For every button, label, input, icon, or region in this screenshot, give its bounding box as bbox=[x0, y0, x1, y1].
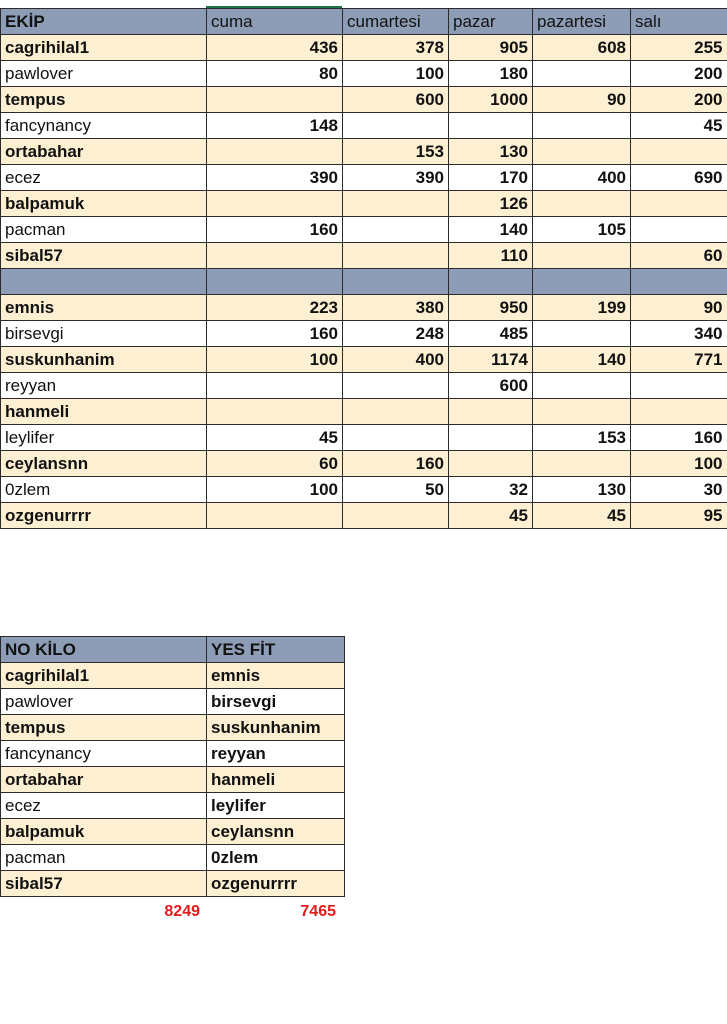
yes-fit-cell[interactable]: ozgenurrrr bbox=[207, 871, 345, 897]
value-cell[interactable]: 771 bbox=[631, 347, 727, 373]
value-cell[interactable]: 45 bbox=[207, 425, 343, 451]
value-cell[interactable] bbox=[343, 113, 449, 139]
header-cell-5[interactable]: salı bbox=[631, 9, 727, 35]
summary-row bbox=[1, 793, 345, 819]
value-cell[interactable]: 110 bbox=[449, 243, 533, 269]
no-kilo-cell[interactable]: tempus bbox=[1, 715, 207, 741]
value-cell[interactable]: 485 bbox=[449, 321, 533, 347]
header-row bbox=[1, 9, 727, 35]
yes-fit-cell[interactable]: leylifer bbox=[207, 793, 345, 819]
value-cell[interactable]: 126 bbox=[449, 191, 533, 217]
value-cell[interactable] bbox=[631, 191, 727, 217]
value-cell[interactable]: 160 bbox=[631, 425, 727, 451]
value-cell[interactable]: 130 bbox=[533, 477, 631, 503]
value-cell[interactable]: 255 bbox=[631, 35, 727, 61]
summary-row bbox=[1, 715, 345, 741]
value-cell[interactable] bbox=[449, 451, 533, 477]
yes-fit-cell[interactable]: reyyan bbox=[207, 741, 345, 767]
value-cell[interactable] bbox=[207, 399, 343, 425]
summary-row bbox=[1, 689, 345, 715]
table-row bbox=[1, 321, 727, 347]
value-cell[interactable]: 180 bbox=[449, 61, 533, 87]
name-cell[interactable]: fancynancy bbox=[1, 113, 207, 139]
table-row bbox=[1, 191, 727, 217]
name-cell[interactable]: suskunhanim bbox=[1, 347, 207, 373]
value-cell[interactable]: 60 bbox=[207, 451, 343, 477]
value-cell[interactable]: 50 bbox=[343, 477, 449, 503]
value-cell[interactable] bbox=[533, 191, 631, 217]
no-kilo-cell[interactable]: pacman bbox=[1, 845, 207, 871]
value-cell[interactable]: 95 bbox=[631, 503, 727, 529]
yes-fit-cell[interactable]: suskunhanim bbox=[207, 715, 345, 741]
yes-fit-cell[interactable]: ceylansnn bbox=[207, 819, 345, 845]
summary-header-row bbox=[1, 637, 345, 663]
yes-fit-cell[interactable]: hanmeli bbox=[207, 767, 345, 793]
name-cell[interactable]: pawlover bbox=[1, 61, 207, 87]
value-cell[interactable]: 160 bbox=[207, 217, 343, 243]
value-cell[interactable] bbox=[343, 503, 449, 529]
header-cell-4[interactable]: pazartesi bbox=[533, 9, 631, 35]
table-row bbox=[1, 113, 727, 139]
value-cell[interactable]: 223 bbox=[207, 295, 343, 321]
value-cell[interactable]: 690 bbox=[631, 165, 727, 191]
value-cell[interactable] bbox=[631, 373, 727, 399]
name-cell[interactable]: birsevgi bbox=[1, 321, 207, 347]
table-row bbox=[1, 477, 727, 503]
value-cell[interactable]: 100 bbox=[207, 347, 343, 373]
value-cell[interactable] bbox=[207, 503, 343, 529]
value-cell[interactable]: 380 bbox=[343, 295, 449, 321]
value-cell[interactable]: 905 bbox=[449, 35, 533, 61]
value-cell[interactable] bbox=[533, 243, 631, 269]
separator-cell[interactable] bbox=[631, 269, 727, 295]
value-cell[interactable] bbox=[207, 373, 343, 399]
name-cell[interactable]: ecez bbox=[1, 165, 207, 191]
value-cell[interactable] bbox=[343, 425, 449, 451]
name-cell[interactable]: reyyan bbox=[1, 373, 207, 399]
value-cell[interactable]: 32 bbox=[449, 477, 533, 503]
value-cell[interactable]: 140 bbox=[449, 217, 533, 243]
no-kilo-cell[interactable]: fancynancy bbox=[1, 741, 207, 767]
value-cell[interactable] bbox=[207, 139, 343, 165]
name-cell[interactable]: ortabahar bbox=[1, 139, 207, 165]
value-cell[interactable]: 45 bbox=[533, 503, 631, 529]
summary-row bbox=[1, 845, 345, 871]
no-kilo-cell[interactable]: balpamuk bbox=[1, 819, 207, 845]
separator-row bbox=[1, 269, 727, 295]
value-cell[interactable]: 600 bbox=[449, 373, 533, 399]
value-cell[interactable] bbox=[449, 113, 533, 139]
value-cell[interactable]: 248 bbox=[343, 321, 449, 347]
summary-row bbox=[1, 741, 345, 767]
value-cell[interactable]: 45 bbox=[631, 113, 727, 139]
spreadsheet-main-table bbox=[0, 8, 727, 529]
value-cell[interactable] bbox=[631, 217, 727, 243]
value-cell[interactable]: 170 bbox=[449, 165, 533, 191]
value-cell[interactable] bbox=[343, 399, 449, 425]
table-row bbox=[1, 425, 727, 451]
value-cell[interactable] bbox=[533, 139, 631, 165]
name-cell[interactable]: ozgenurrrr bbox=[1, 503, 207, 529]
table-row bbox=[1, 503, 727, 529]
value-cell[interactable] bbox=[449, 425, 533, 451]
value-cell[interactable]: 100 bbox=[207, 477, 343, 503]
value-cell[interactable] bbox=[533, 321, 631, 347]
value-cell[interactable]: 140 bbox=[533, 347, 631, 373]
value-cell[interactable]: 80 bbox=[207, 61, 343, 87]
table-row bbox=[1, 217, 727, 243]
name-cell[interactable]: 0zlem bbox=[1, 477, 207, 503]
table-row bbox=[1, 35, 727, 61]
no-kilo-cell[interactable]: pawlover bbox=[1, 689, 207, 715]
table-row bbox=[1, 139, 727, 165]
value-cell[interactable]: 1000 bbox=[449, 87, 533, 113]
value-cell[interactable] bbox=[207, 87, 343, 113]
value-cell[interactable]: 30 bbox=[631, 477, 727, 503]
value-cell[interactable]: 436 bbox=[207, 35, 343, 61]
separator-cell[interactable] bbox=[533, 269, 631, 295]
value-cell[interactable]: 100 bbox=[343, 61, 449, 87]
name-cell[interactable]: ceylansnn bbox=[1, 451, 207, 477]
name-cell[interactable]: sibal57 bbox=[1, 243, 207, 269]
value-cell[interactable]: 153 bbox=[533, 425, 631, 451]
value-cell[interactable]: 160 bbox=[207, 321, 343, 347]
name-cell[interactable]: tempus bbox=[1, 87, 207, 113]
value-cell[interactable]: 600 bbox=[343, 87, 449, 113]
table-row bbox=[1, 347, 727, 373]
summary-header-cell-1[interactable]: YES FİT bbox=[207, 637, 345, 663]
table-row bbox=[1, 373, 727, 399]
no-kilo-cell[interactable]: cagrihilal1 bbox=[1, 663, 207, 689]
value-cell[interactable]: 199 bbox=[533, 295, 631, 321]
value-cell[interactable]: 608 bbox=[533, 35, 631, 61]
summary-header-cell-0[interactable]: NO KİLO bbox=[1, 637, 207, 663]
value-cell[interactable] bbox=[631, 399, 727, 425]
value-cell[interactable]: 390 bbox=[207, 165, 343, 191]
header-cell-2[interactable]: cumartesi bbox=[343, 9, 449, 35]
no-kilo-cell[interactable]: ecez bbox=[1, 793, 207, 819]
name-cell[interactable]: hanmeli bbox=[1, 399, 207, 425]
summary-row bbox=[1, 663, 345, 689]
value-cell[interactable]: 378 bbox=[343, 35, 449, 61]
separator-cell[interactable] bbox=[207, 269, 343, 295]
value-cell[interactable] bbox=[207, 243, 343, 269]
yes-fit-cell[interactable]: 0zlem bbox=[207, 845, 345, 871]
value-cell[interactable] bbox=[533, 61, 631, 87]
summary-row bbox=[1, 871, 345, 897]
name-cell[interactable]: emnis bbox=[1, 295, 207, 321]
value-cell[interactable]: 153 bbox=[343, 139, 449, 165]
name-cell[interactable]: pacman bbox=[1, 217, 207, 243]
value-cell[interactable]: 130 bbox=[449, 139, 533, 165]
value-cell[interactable] bbox=[343, 243, 449, 269]
header-cell-3[interactable]: pazar bbox=[449, 9, 533, 35]
value-cell[interactable] bbox=[533, 373, 631, 399]
value-cell[interactable]: 160 bbox=[343, 451, 449, 477]
header-cell-1[interactable]: cuma bbox=[207, 9, 343, 35]
value-cell[interactable] bbox=[533, 113, 631, 139]
value-cell[interactable] bbox=[207, 191, 343, 217]
value-cell[interactable]: 90 bbox=[533, 87, 631, 113]
value-cell[interactable] bbox=[343, 217, 449, 243]
summary-row bbox=[1, 819, 345, 845]
value-cell[interactable]: 400 bbox=[533, 165, 631, 191]
separator-cell[interactable] bbox=[449, 269, 533, 295]
value-cell[interactable]: 390 bbox=[343, 165, 449, 191]
table-row bbox=[1, 61, 727, 87]
value-cell[interactable]: 200 bbox=[631, 61, 727, 87]
value-cell[interactable]: 45 bbox=[449, 503, 533, 529]
no-kilo-cell[interactable]: sibal57 bbox=[1, 871, 207, 897]
value-cell[interactable]: 200 bbox=[631, 87, 727, 113]
value-cell[interactable]: 105 bbox=[533, 217, 631, 243]
yes-fit-total[interactable]: 7465 bbox=[300, 903, 336, 920]
no-kilo-cell[interactable]: ortabahar bbox=[1, 767, 207, 793]
name-cell[interactable]: leylifer bbox=[1, 425, 207, 451]
summary-row bbox=[1, 767, 345, 793]
value-cell[interactable]: 1174 bbox=[449, 347, 533, 373]
value-cell[interactable] bbox=[343, 191, 449, 217]
value-cell[interactable] bbox=[533, 399, 631, 425]
separator-cell[interactable] bbox=[343, 269, 449, 295]
value-cell[interactable] bbox=[631, 139, 727, 165]
yes-fit-cell[interactable]: emnis bbox=[207, 663, 345, 689]
value-cell[interactable]: 90 bbox=[631, 295, 727, 321]
yes-fit-cell[interactable]: birsevgi bbox=[207, 689, 345, 715]
value-cell[interactable] bbox=[449, 399, 533, 425]
table-row bbox=[1, 165, 727, 191]
value-cell[interactable]: 950 bbox=[449, 295, 533, 321]
value-cell[interactable] bbox=[343, 373, 449, 399]
table-row bbox=[1, 451, 727, 477]
table-row bbox=[1, 295, 727, 321]
value-cell[interactable]: 340 bbox=[631, 321, 727, 347]
value-cell[interactable]: 400 bbox=[343, 347, 449, 373]
no-kilo-total[interactable]: 8249 bbox=[164, 903, 200, 920]
header-cell-0[interactable]: EKİP bbox=[1, 9, 207, 35]
separator-cell[interactable] bbox=[1, 269, 207, 295]
name-cell[interactable]: cagrihilal1 bbox=[1, 35, 207, 61]
name-cell[interactable]: balpamuk bbox=[1, 191, 207, 217]
table-row bbox=[1, 243, 727, 269]
value-cell[interactable] bbox=[533, 451, 631, 477]
value-cell[interactable]: 148 bbox=[207, 113, 343, 139]
value-cell[interactable]: 100 bbox=[631, 451, 727, 477]
table-row bbox=[1, 399, 727, 425]
value-cell[interactable]: 60 bbox=[631, 243, 727, 269]
table-row bbox=[1, 87, 727, 113]
spreadsheet-summary-table bbox=[0, 636, 345, 897]
